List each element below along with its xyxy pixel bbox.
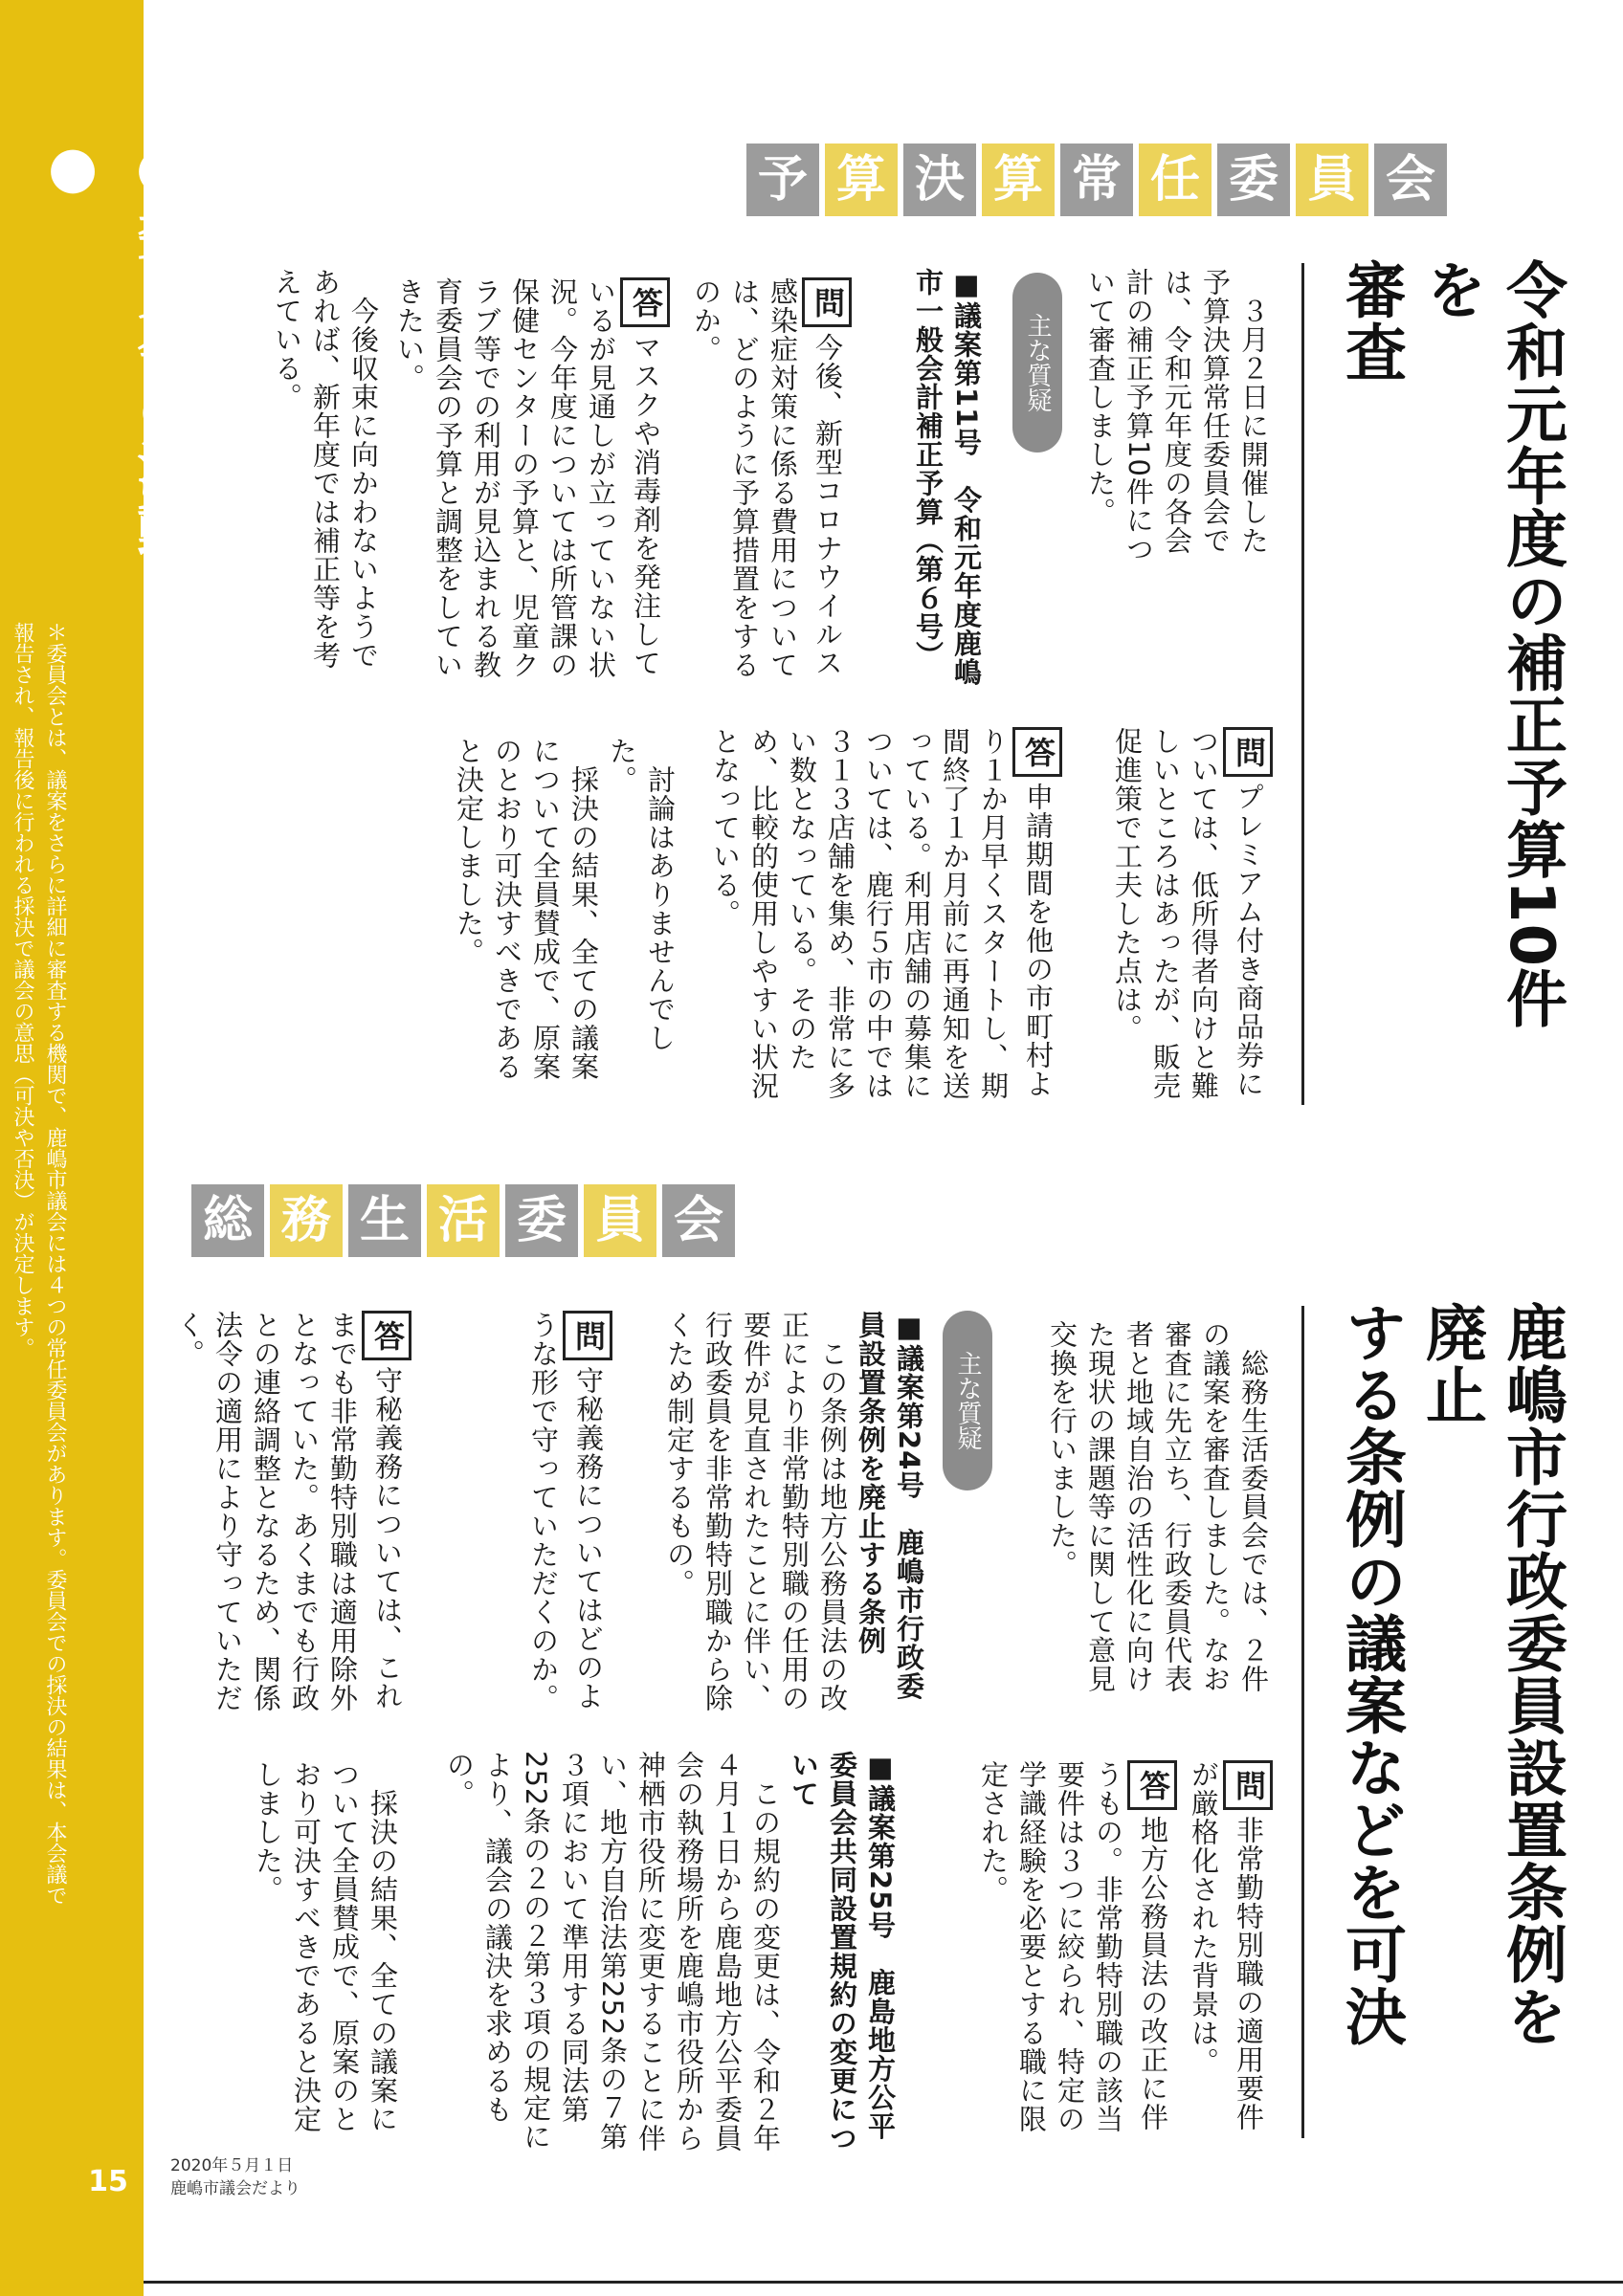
banner-char: 務 [270, 1184, 343, 1257]
publication-name: 鹿嶋市議会だより [170, 2179, 300, 2198]
footer [170, 2154, 300, 2200]
qa-block [977, 1760, 1177, 2143]
qa-block [679, 277, 852, 698]
budget-intro: ３月２日に開催した予算決算常任委員会では、令和元年度の各会計の補正予算10件について審査しました。 [1084, 268, 1270, 563]
question-text: 今後、新型コロナウイルス感染症対策に係る費用については、どのように予算措置をするのか。 [690, 277, 844, 679]
budget-committee-banner [746, 144, 1447, 216]
question-mark-icon: 問 [802, 277, 852, 327]
banner-char: 員 [584, 1184, 656, 1257]
headline-line: 鹿嶋市行政委員設置条例を廃止 [1415, 1301, 1567, 2047]
question-text: 守秘義務についてはどのような形で守っていただくのか。 [527, 1311, 605, 1712]
section-title: ●委員会の活動● [39, 134, 194, 559]
general-affairs-banner [191, 1184, 735, 1257]
sidebar [0, 0, 194, 2296]
general-affairs-intro: 総務生活委員会では、２件の議案を審査しました。なお審査に先立ち、行政委員代表者と地域自治の活性化に向けた現状の課題等に関して意見交換を行いました。 [1046, 1320, 1270, 1693]
question-mark-icon: 問 [1223, 727, 1273, 777]
main-qa-label: 主な質疑 [1012, 273, 1062, 453]
committee-note: ＊委員会とは、議案をさらに詳細に審査する機関で、鹿嶋市議会には４つの常任委員会があります。委員会での採決の結果は、本会議で報告され、報告後に行われる採決で議会の意思（可決や否決）が決定します。 [11, 622, 67, 1906]
headline-rule [1301, 1306, 1304, 2138]
bill-25-text: この規約の変更は、令和２年４月１日から鹿島地方公平委員会の執務場所を鹿嶋市役所から神栖市役所に変更することに伴い、地方自治法第252条の７第３項において準用する同法第252条の２の２第３項の規定により、議会の議決を求めるもの。 [443, 1751, 782, 2152]
answer-mark-icon: 答 [620, 277, 670, 327]
headline-line: する条例の議案などを可決 [1335, 1301, 1406, 2047]
qa-block [173, 1311, 411, 1712]
headline-line: 審査 [1335, 258, 1406, 383]
banner-char: 会 [662, 1184, 735, 1257]
headline-rule [1301, 263, 1304, 1105]
bill-24-text: この条例は地方公務員法の改正により非常勤特別職の任用の要件が見直されたことに伴い、行政委員を非常勤特別職から除くため制定するもの。 [663, 1311, 849, 1712]
bottom-divider [144, 2281, 1623, 2284]
bill-25-title: ■議案第25号 鹿島地方公平委員会共同設置規約の変更について [788, 1751, 897, 2152]
qa-block [1072, 727, 1273, 1110]
answer-continued: 今後収束に向かわないようであれば、新年度では補正等を考えている。 [271, 268, 380, 670]
banner-char: 算 [982, 144, 1055, 216]
bill-24-title: ■議案第24号 鹿嶋市行政委員設置条例を廃止する条例 [855, 1311, 925, 1701]
question-mark-icon: 問 [563, 1311, 612, 1360]
banner-char: 予 [746, 144, 819, 216]
budget-conclusion: 討論はありませんでした。 採決の結果、全ての議案について全員賛成で、原案のとおり可決すべきであると決定しました。 [453, 737, 677, 1081]
question-text: 非常勤特別職の適用要件が厳格化された背景は。 [1188, 1760, 1265, 2131]
banner-char: 算 [825, 144, 898, 216]
banner-char: 常 [1060, 144, 1133, 216]
answer-mark-icon: 答 [1012, 727, 1062, 777]
bill-25-block [431, 1751, 900, 2152]
answer-text: 守秘義務については、これまでも非常勤特別職は適用除外となっていた。あくまでも行政との連絡調整となるため、関係法令の適用により守っていただく。 [173, 1311, 404, 1712]
page-number: 15 [77, 2151, 140, 2214]
banner-char: 会 [1374, 144, 1447, 216]
qa-block [421, 1311, 612, 1712]
answer-mark-icon: 答 [362, 1311, 411, 1360]
banner-char: 生 [348, 1184, 421, 1257]
banner-char: 委 [505, 1184, 578, 1257]
banner-char: 員 [1296, 144, 1368, 216]
qa-block [709, 727, 1062, 1110]
qa-block [392, 277, 670, 698]
answer-text: 申請期間を他の市町村より１か月早くスタートし、期間終了１か月前に再通知を送っている。利用店舗の募集については、鹿行５市の中では３１３店舗を集め、非常に多い数となっている。そのため、比較的使用しやすい状況となっている。 [709, 727, 1055, 1100]
bill-24-block [622, 1311, 928, 1712]
general-affairs-conclusion: 採決の結果、全ての議案について全員賛成で、原案のとおり可決すべきであると決定しました。 [252, 1760, 399, 2133]
answer-text: 地方公務員法の改正に伴うもの。非常勤特別職の該当要件は３つに絞られ、特定の学識経験を必要とする職に限定された。 [977, 1760, 1169, 2133]
issue-date: 2020年５月１日 [170, 2156, 294, 2175]
question-mark-icon: 問 [1223, 1760, 1273, 1810]
bill-11-title: ■議案第11号 令和元年度鹿嶋市一般会計補正予算（第６号） [912, 268, 983, 687]
main-qa-label: 主な質疑 [943, 1311, 992, 1490]
answer-text: マスクや消毒剤を発注しているが見通しが立っていない状況。今年度については所管課の保健センターの予算と、児童クラブ等での利用が見込まれる教育委員会の予算と調整をしていきたい。 [393, 277, 662, 679]
general-affairs-headline [1330, 1301, 1571, 2086]
qa-block [1187, 1760, 1273, 2143]
banner-char: 委 [1217, 144, 1290, 216]
question-text: プレミアム付き商品券については、低所得者向けと難しいところはあったが、販売促進策で工夫した点は。 [1111, 727, 1265, 1100]
banner-char: 任 [1139, 144, 1212, 216]
answer-mark-icon: 答 [1127, 1760, 1177, 1810]
budget-headline [1330, 258, 1571, 1081]
banner-char: 活 [427, 1184, 500, 1257]
banner-char: 総 [191, 1184, 264, 1257]
banner-char: 決 [903, 144, 976, 216]
headline-line: 令和元年度の補正予算10件を [1415, 258, 1567, 1030]
